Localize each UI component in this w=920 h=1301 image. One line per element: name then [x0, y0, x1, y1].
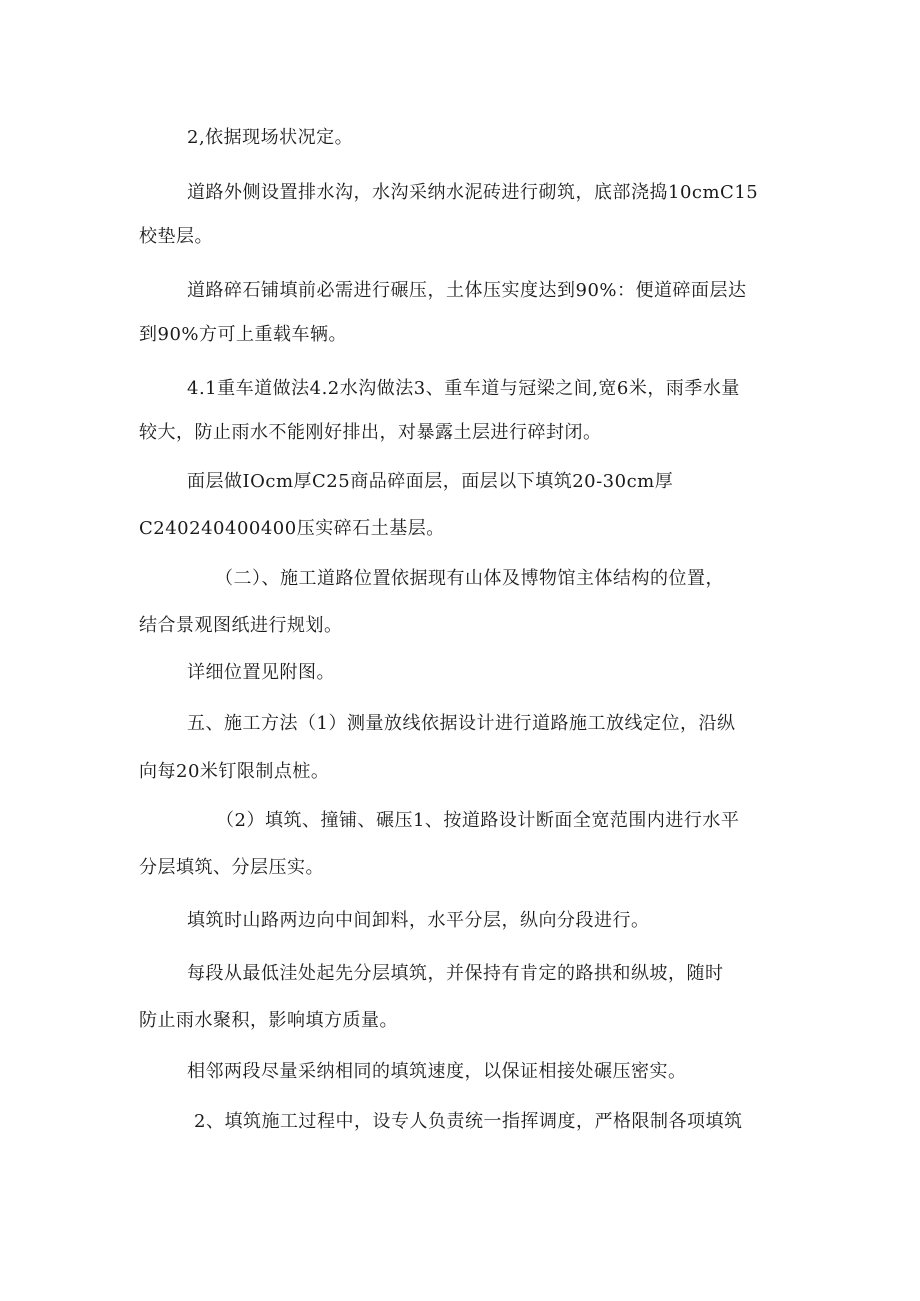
text-line-6: 4.1重车道做法4.2水沟做法3、重车道与冠梁之间,宽6米，雨季水量	[187, 378, 740, 399]
text-line-20: 相邻两段尽量采纳相同的填筑速度，以保证相接处碾压密实。	[187, 1061, 687, 1082]
text-line-1: 2,依据现场状况定。	[187, 127, 354, 148]
text-line-7: 较大，防止雨水不能刚好排出，对暴露土层进行碎封闭。	[139, 422, 602, 443]
text-line-17: 填筑时山路两边向中间卸料，水平分层，纵向分段进行。	[187, 910, 650, 931]
text-line-3: 校垫层。	[139, 226, 213, 247]
text-line-8: 面层做IOcm厚C25商品碎面层，面层以下填筑20-30cm厚	[187, 471, 674, 492]
text-line-13: 五、施工方法（1）测量放线依据设计进行道路施工放线定位，沿纵	[187, 713, 736, 734]
text-line-11: 结合景观图纸进行规划。	[139, 615, 343, 636]
text-line-18: 每段从最低洼处起先分层填筑，并保持有肯定的路拱和纵坡，随时	[187, 963, 724, 984]
text-line-15: （2）填筑、撞铺、碾压1、按道路设计断面全宽范围内进行水平	[216, 810, 740, 831]
text-line-10: （二）、施工道路位置依据现有山体及博物馆主体结构的位置，	[215, 568, 724, 589]
text-line-5: 到90%方可上重载车辆。	[139, 324, 348, 345]
text-line-9: C240240400400压实碎石土基层。	[139, 518, 445, 539]
text-line-4: 道路碎石铺填前必需进行碾压，土体压实度达到90%：便道碎面层达	[187, 280, 747, 301]
text-line-14: 向每20米钉限制点桩。	[139, 761, 330, 782]
text-line-12: 详细位置见附图。	[187, 662, 335, 683]
text-line-2: 道路外侧设置排水沟，水沟采纳水泥砖进行砌筑，底部浇捣10cmC15	[187, 182, 759, 203]
text-line-21: 2、填筑施工过程中，设专人负责统一指挥调度，严格限制各项填筑	[194, 1111, 743, 1132]
text-line-16: 分层填筑、分层压实。	[139, 857, 324, 878]
text-line-19: 防止雨水聚积，影响填方质量。	[139, 1010, 398, 1031]
